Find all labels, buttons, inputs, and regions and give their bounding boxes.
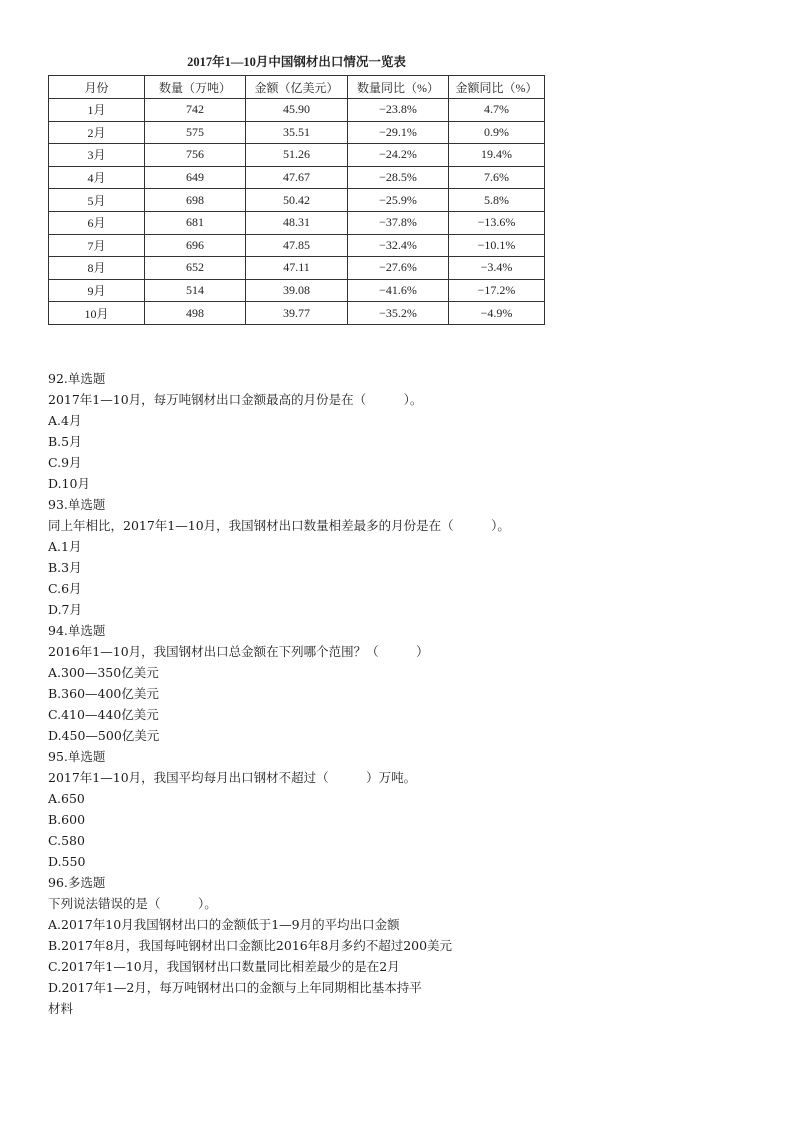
cell-quantity: 649 [145,166,246,189]
table-row [49,234,545,257]
question-stem: 下列说法错误的是（ ）。 [48,896,217,911]
question-number: 93.单选题 [48,497,106,512]
question-stem: 2017年1—10月，我国平均每月出口钢材不超过（ ）万吨。 [48,770,417,785]
option-a[interactable]: A.2017年10月我国钢材出口的金额低于1—9月的平均出口金额 [48,917,400,932]
question-list [48,368,748,1019]
option-a[interactable]: A.1月 [48,539,82,554]
steel-export-table [48,75,545,325]
question-95 [48,746,748,872]
question-93 [48,494,748,620]
header-month: 月份 [49,76,145,99]
question-stem: 2017年1—10月，每万吨钢材出口金额最高的月份是在（ ）。 [48,392,423,407]
option-c[interactable]: C.410—440亿美元 [48,707,159,722]
cell-amount-yoy: 5.8% [449,189,545,212]
cell-amount-yoy: 7.6% [449,166,545,189]
cell-month: 9月 [49,279,145,302]
cell-quantity-yoy: −25.9% [348,189,449,212]
cell-month: 10月 [49,302,145,325]
option-d[interactable]: D.7月 [48,602,83,617]
table-row [49,121,545,144]
cell-quantity-yoy: −23.8% [348,99,449,122]
question-94 [48,620,748,746]
table-title: 2017年1—10月中国钢材出口情况一览表 [187,55,406,69]
option-d[interactable]: D.550 [48,854,86,869]
cell-amount: 50.42 [246,189,348,212]
cell-month: 1月 [49,99,145,122]
option-c[interactable]: C.6月 [48,581,82,596]
cell-quantity-yoy: −28.5% [348,166,449,189]
header-quantity-yoy: 数量同比（%） [348,76,449,99]
option-b[interactable]: B.600 [48,812,86,827]
table-row [49,257,545,280]
cell-amount: 47.11 [246,257,348,280]
cell-amount-yoy: 0.9% [449,121,545,144]
cell-amount: 47.67 [246,166,348,189]
header-quantity: 数量（万吨） [145,76,246,99]
cell-month: 6月 [49,211,145,234]
cell-amount: 51.26 [246,144,348,167]
cell-quantity-yoy: −41.6% [348,279,449,302]
cell-quantity: 498 [145,302,246,325]
cell-month: 2月 [49,121,145,144]
cell-month: 4月 [49,166,145,189]
cell-amount: 35.51 [246,121,348,144]
table-row [49,279,545,302]
option-a[interactable]: A.650 [48,791,85,806]
cell-quantity-yoy: −37.8% [348,211,449,234]
cell-quantity: 514 [145,279,246,302]
cell-quantity: 575 [145,121,246,144]
header-amount: 金额（亿美元） [246,76,348,99]
option-b[interactable]: B.360—400亿美元 [48,686,159,701]
cell-quantity-yoy: −29.1% [348,121,449,144]
question-96 [48,872,748,998]
option-b[interactable]: B.5月 [48,434,82,449]
question-stem: 同上年相比，2017年1—10月，我国钢材出口数量相差最多的月份是在（ ）。 [48,518,510,533]
cell-quantity-yoy: −35.2% [348,302,449,325]
cell-amount-yoy: −10.1% [449,234,545,257]
option-c[interactable]: C.9月 [48,455,82,470]
option-d[interactable]: D.2017年1—2月，每万吨钢材出口的金额与上年同期相比基本持平 [48,980,422,995]
question-92 [48,368,748,494]
cell-amount: 39.08 [246,279,348,302]
cell-amount-yoy: 19.4% [449,144,545,167]
question-number: 96.多选题 [48,875,106,890]
cell-amount: 39.77 [246,302,348,325]
cell-quantity: 756 [145,144,246,167]
question-number: 92.单选题 [48,371,106,386]
footer-text: 材料 [48,1001,74,1016]
cell-amount-yoy: 4.7% [449,99,545,122]
table-row [49,166,545,189]
cell-month: 5月 [49,189,145,212]
option-a[interactable]: A.300—350亿美元 [48,665,159,680]
cell-amount-yoy: −13.6% [449,211,545,234]
cell-quantity: 696 [145,234,246,257]
cell-amount-yoy: −17.2% [449,279,545,302]
option-a[interactable]: A.4月 [48,413,82,428]
cell-quantity-yoy: −24.2% [348,144,449,167]
cell-quantity: 652 [145,257,246,280]
cell-amount-yoy: −4.9% [449,302,545,325]
table-row [49,189,545,212]
question-number: 95.单选题 [48,749,106,764]
table-row [49,302,545,325]
cell-quantity-yoy: −32.4% [348,234,449,257]
cell-quantity: 681 [145,211,246,234]
cell-amount: 48.31 [246,211,348,234]
option-c[interactable]: C.2017年1—10月，我国钢材出口数量同比相差最少的是在2月 [48,959,400,974]
table-header-row [49,76,545,99]
cell-month: 3月 [49,144,145,167]
cell-amount: 47.85 [246,234,348,257]
cell-month: 7月 [49,234,145,257]
cell-month: 8月 [49,257,145,280]
option-b[interactable]: B.3月 [48,560,82,575]
option-d[interactable]: D.450—500亿美元 [48,728,160,743]
table-row [49,144,545,167]
cell-amount: 45.90 [246,99,348,122]
table-row [49,99,545,122]
cell-quantity-yoy: −27.6% [348,257,449,280]
option-c[interactable]: C.580 [48,833,85,848]
question-number: 94.单选题 [48,623,106,638]
cell-amount-yoy: −3.4% [449,257,545,280]
header-amount-yoy: 金额同比（%） [449,76,545,99]
question-stem: 2016年1—10月，我国钢材出口总金额在下列哪个范围？（ ） [48,644,429,659]
option-b[interactable]: B.2017年8月，我国每吨钢材出口金额比2016年8月多约不超过200美元 [48,938,453,953]
cell-quantity: 742 [145,99,246,122]
cell-quantity: 698 [145,189,246,212]
table-row [49,211,545,234]
option-d[interactable]: D.10月 [48,476,90,491]
